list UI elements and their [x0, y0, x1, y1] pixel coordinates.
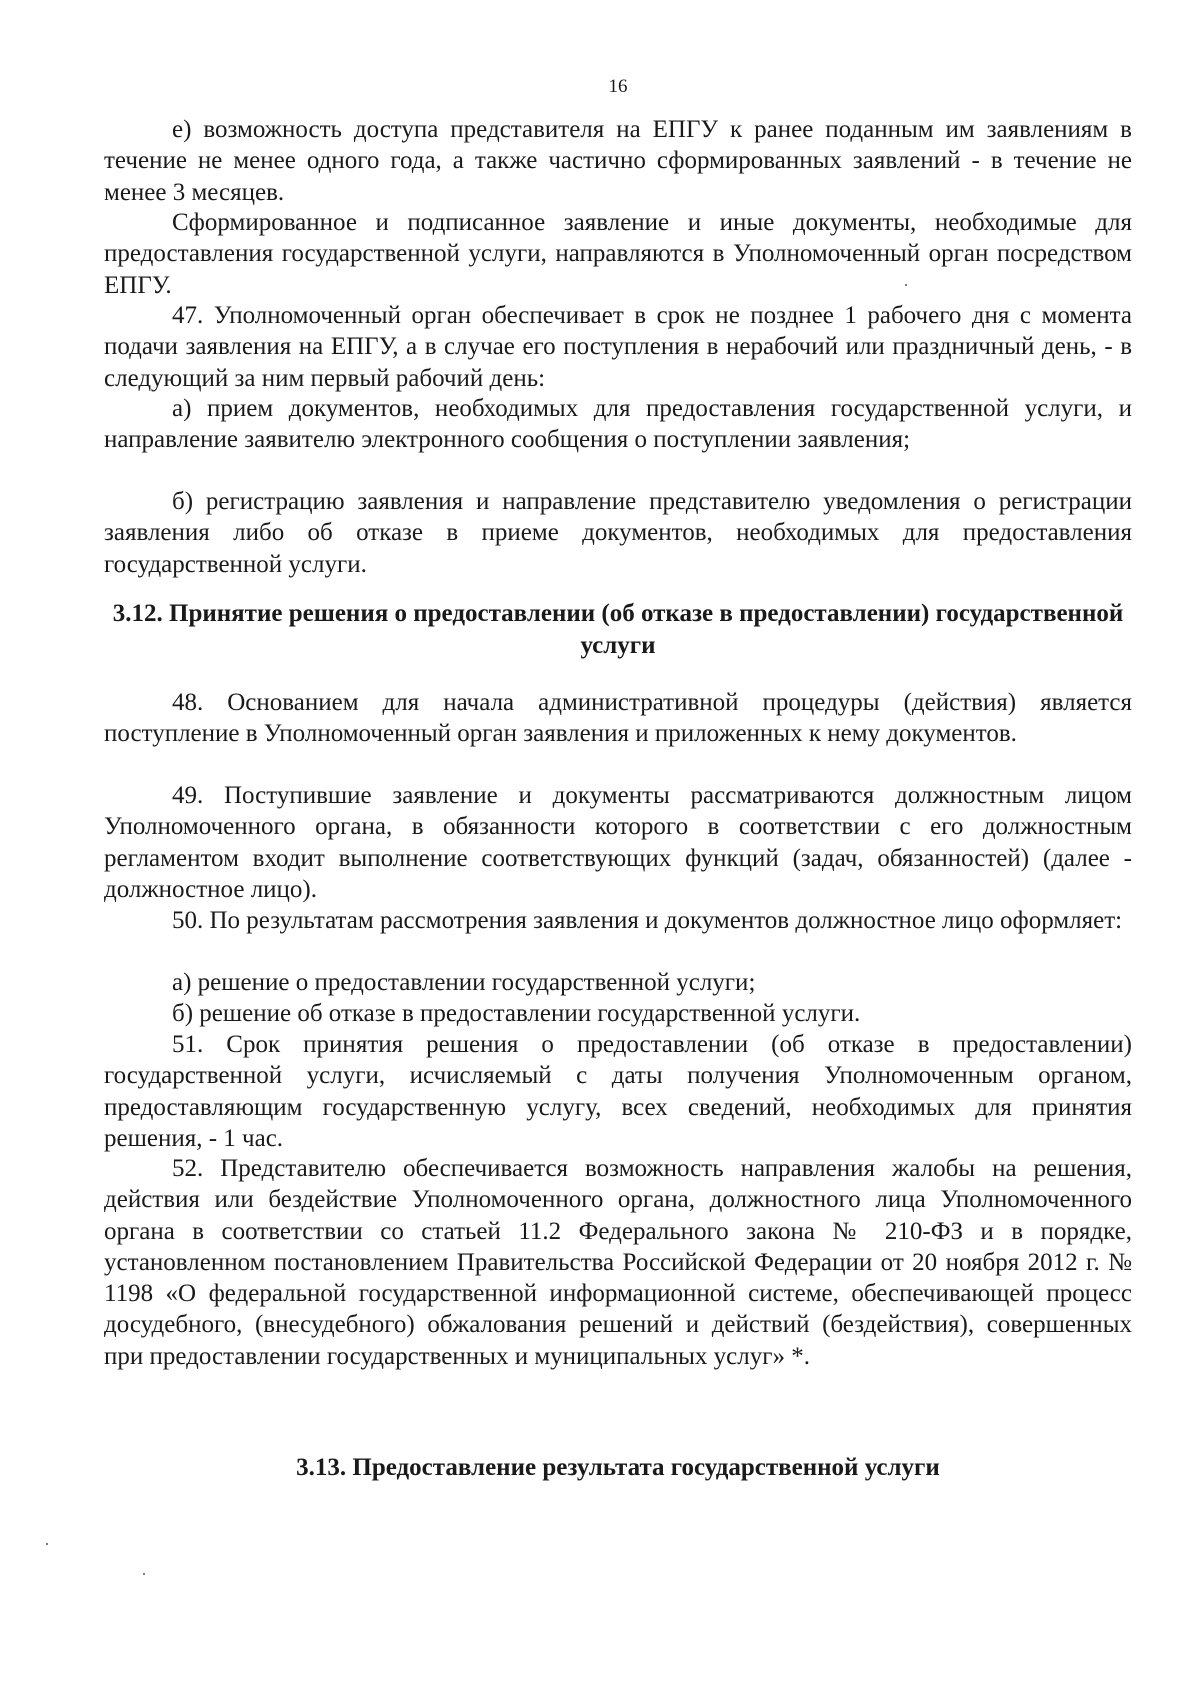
paragraph-50-b: б) решение об отказе в предоставлении государственной услуги. — [172, 1000, 861, 1027]
paragraph-48: 48. Основанием для начала административной процедуры (действия) является поступление в Уполномоченный орган заявления и приложенных к нему документов. — [104, 689, 1132, 748]
scan-speck — [905, 284, 907, 286]
paragraph-47: 47. Уполномоченный орган обеспечивает в срок не позднее 1 рабочего дня с момента подачи заявления на ЕПГУ, а в случае его поступления в нерабочий или праздничный день, - в следующий за ним первый рабочий день: — [104, 302, 1132, 392]
paragraph-51: 51. Срок принятия решения о предоставлении (об отказе в предоставлении) государственной услуги, исчисляемый с даты получения Уполномоченным органом, предоставляющим государственную услугу, всех сведений, необходимых для принятия решения, - 1 час. — [104, 1031, 1132, 1152]
section-heading-3-12: 3.12. Принятие решения о предоставлении (об отказе в предоставлении) государственной услуги — [112, 600, 1124, 659]
section-heading-3-13: 3.13. Предоставление результата государственной услуги — [296, 1454, 940, 1481]
paragraph-47-a: а) прием документов, необходимых для предоставления государственной услуги, и направление заявителю электронного сообщения о поступлении заявления; — [104, 395, 1132, 454]
paragraph-e-access: е) возможность доступа представителя на ЕПГУ к ранее поданным им заявлениям в течение не менее одного года, а также частично сформированных заявлений - в течение не менее 3 месяцев. — [104, 116, 1132, 206]
paragraph-submitted-application: Сформированное и подписанное заявление и иные документы, необходимые для предоставления государственной услуги, направляются в Уполномоченный орган посредством ЕПГУ. — [104, 209, 1132, 299]
scan-speck — [143, 1573, 145, 1575]
paragraph-50-a: а) решение о предоставлении государственной услуги; — [172, 969, 756, 996]
paragraph-47-b: б) регистрацию заявления и направление представителю уведомления о регистрации заявления либо об отказе в приеме документов, необходимых для предоставления государственной услуги. — [104, 488, 1132, 578]
scan-speck — [46, 1543, 48, 1545]
document-page — [104, 0, 1132, 1697]
paragraph-52: 52. Представителю обеспечивается возможность направления жалобы на решения, действия или бездействие Уполномоченного органа, должностного лица Уполномоченного органа в соответствии со статьей 11.2 Федерального закона № 210-ФЗ и в порядке, установленном постановлением Правительства Российской Федерации от 20 ноября 2012 г. № 1198 «О федеральной государственной информационной системе, обеспечивающей процесс досудебного, (внесудебного) обжалования решений и действий (бездействия), совершенных при предоставлении государственных и муниципальных услуг» *. — [104, 1155, 1132, 1370]
paragraph-49: 49. Поступившие заявление и документы рассматриваются должностным лицом Уполномоченного органа, в обязанности которого в соответствии с его должностным регламентом входит выполнение соответствующих функций (задач, обязанностей) (далее - должностное лицо). — [104, 782, 1132, 903]
paragraph-50: 50. По результатам рассмотрения заявления и документов должностное лицо оформляет: — [172, 907, 1123, 934]
page-number: 16 — [608, 76, 628, 97]
